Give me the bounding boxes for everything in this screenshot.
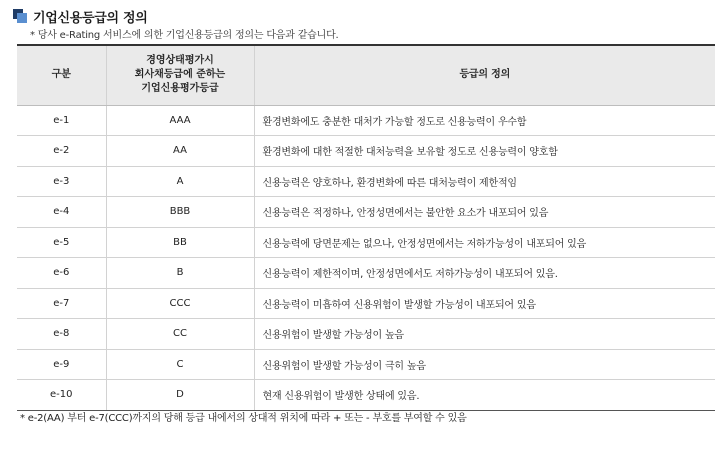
header-equivalent-line3: 기업신용평가등급 <box>141 83 219 95</box>
table-header-row <box>17 45 715 105</box>
header-category: 구분 <box>17 45 106 105</box>
table-row <box>17 197 715 228</box>
cell-definition: 현재 신용위험이 발생한 상태에 있음. <box>254 380 715 411</box>
cell-grade: e-8 <box>17 319 106 350</box>
subtitle-note: * 당사 e-Rating 서비스에 의한 기업신용등급의 정의는 다음과 같습니다. <box>30 30 339 41</box>
cell-definition: 신용능력이 미흡하여 신용위험이 발생할 가능성이 내포되어 있음 <box>254 288 715 319</box>
cell-definition: 신용능력은 적정하나, 안정성면에서는 불안한 요소가 내포되어 있음 <box>254 197 715 228</box>
page-title: 기업신용등급의 정의 <box>33 10 148 26</box>
table-row <box>17 136 715 167</box>
cell-equivalent: CCC <box>106 288 254 319</box>
header-equivalent-line1: 경영상태평가시 <box>146 55 214 67</box>
table-row <box>17 227 715 258</box>
cell-equivalent: D <box>106 380 254 411</box>
credit-rating-table <box>17 44 715 411</box>
cell-grade: e-4 <box>17 197 106 228</box>
table-row <box>17 105 715 136</box>
cell-equivalent: A <box>106 166 254 197</box>
table-row <box>17 319 715 350</box>
cell-grade: e-1 <box>17 105 106 136</box>
table-row <box>17 288 715 319</box>
section-title <box>13 7 148 25</box>
table-row <box>17 258 715 289</box>
table-row <box>17 349 715 380</box>
cell-equivalent: BBB <box>106 197 254 228</box>
footnote: * e-2(AA) 부터 e-7(CCC)까지의 당해 등급 내에서의 상대적 위치에 따라 + 또는 - 부호를 부여할 수 있음 <box>20 413 467 424</box>
cell-definition: 신용능력에 당면문제는 없으나, 안정성면에서는 저하가능성이 내포되어 있음 <box>254 227 715 258</box>
header-definition: 등급의 정의 <box>254 45 715 105</box>
cell-definition: 신용능력이 제한적이며, 안정성면에서도 저하가능성이 내포되어 있음. <box>254 258 715 289</box>
cell-equivalent: CC <box>106 319 254 350</box>
cell-grade: e-10 <box>17 380 106 411</box>
cell-grade: e-2 <box>17 136 106 167</box>
cell-equivalent: AAA <box>106 105 254 136</box>
cell-equivalent: BB <box>106 227 254 258</box>
cell-equivalent: B <box>106 258 254 289</box>
cell-definition: 신용위험이 발생할 가능성이 높음 <box>254 319 715 350</box>
cell-equivalent: AA <box>106 136 254 167</box>
cell-definition: 신용능력은 양호하나, 환경변화에 따른 대처능력이 제한적임 <box>254 166 715 197</box>
cell-grade: e-9 <box>17 349 106 380</box>
table-row <box>17 166 715 197</box>
cell-grade: e-7 <box>17 288 106 319</box>
cell-definition: 환경변화에 대한 적절한 대처능력을 보유할 정도로 신용능력이 양호함 <box>254 136 715 167</box>
cell-grade: e-5 <box>17 227 106 258</box>
square-bullet-icon <box>13 9 27 23</box>
cell-definition: 신용위험이 발생할 가능성이 극히 높음 <box>254 349 715 380</box>
cell-grade: e-3 <box>17 166 106 197</box>
cell-equivalent: C <box>106 349 254 380</box>
header-equivalent-line2: 회사채등급에 준하는 <box>134 69 226 81</box>
header-equivalent-grade <box>106 45 254 105</box>
table-row <box>17 380 715 411</box>
cell-definition: 환경변화에도 충분한 대처가 가능할 정도로 신용능력이 우수함 <box>254 105 715 136</box>
cell-grade: e-6 <box>17 258 106 289</box>
